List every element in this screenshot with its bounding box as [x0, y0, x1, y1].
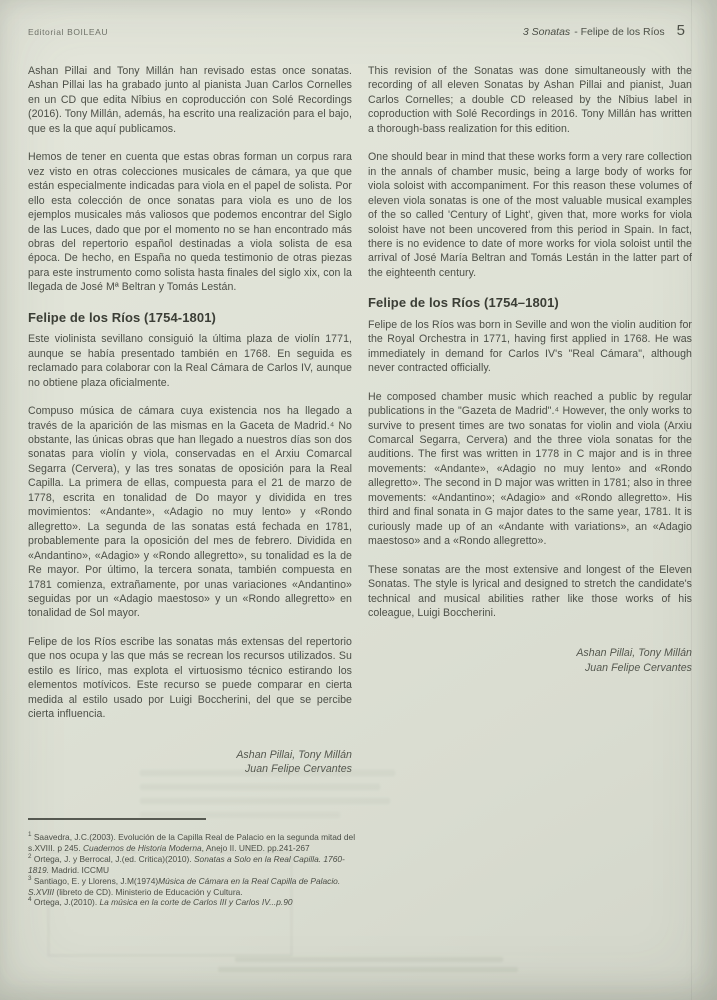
running-title — [523, 22, 685, 39]
page-number: 5 — [676, 22, 685, 39]
footnotes — [28, 818, 364, 908]
footnote-marker: 3 — [28, 874, 32, 882]
footnote — [28, 876, 364, 898]
paragraph: Felipe de los Ríos was born in Seville and won the violin audition for the Royal Orchestra in 1771, having first applied in 1768. He was immediately in demand for Carlos IV's "Real Cámara", although never contracted officially. — [368, 318, 692, 375]
signature-line: Juan Felipe Cervantes — [584, 661, 692, 674]
footnote-text-italic: Cuadernos de Historia Moderna — [82, 842, 202, 853]
footnote — [28, 832, 364, 854]
footnote-rule — [28, 818, 206, 820]
paragraph: One should bear in mind that these works form a very rare collection in the annals of chamber music, being a large body of works for viola soloist with accompaniment. For this reason these volumes of eleven viola sonatas is one of the most valuable musical examples of the so called 'Century of Light', given that, more works for viola soloist have not been uncovered from this period in Spain. In fact, there is no evidence to date of more works for viola soloist until the arrival of José María Beltran and Tomás Lestán in the latter part of the eighteenth century. — [368, 151, 692, 279]
paragraph: Hemos de tener en cuenta que estas obras forman un corpus rara vez visto en otras colecciones musicales de cámara, ya que que están especialmente indicadas para viola en el papel de solista. Por ello esta colección de once sonatas para viola es uno de los ejemplos musicales más valiosos que podemos encontrar del Siglo de las Luces, dado que por el momento no se han encontrado más obras del repertorio español destinadas a viola solista de esa época. De hecho, en España no queda testimonio de otras piezas para este instrumento como solista hasta finales del siglo xix, con la llegada de José Mª Beltran y Tomás Lestán. — [28, 151, 352, 294]
paragraph: These sonatas are the most extensive and longest of the Eleven Sonatas. The style is lyrical and designed to stretch the candidate's technical and musical abilities rather like those works of his coleague, Luigi Boccherini. — [368, 563, 692, 619]
publisher-name: Editorial BOILEAU — [28, 27, 109, 37]
show-through-ghost — [140, 784, 380, 790]
signature-block — [368, 646, 692, 675]
footnote-text: Ortega, J.(2010). — [33, 897, 100, 908]
section-heading: Felipe de los Ríos (1754-1801) — [28, 309, 216, 325]
footnote-text: Saavedra, J.C.(2003). Evolución de la Capilla Real de Palacio en la segunda mitad del s.XVIII. p 245. — [28, 832, 356, 853]
footnote-text-italic: Sonatas a Solo en la Real Capilla. 1760-1819. — [28, 853, 345, 875]
paragraph: Compuso música de cámara cuya existencia nos ha llegado a través de la aparición de las mismas en la Gaceta de Madrid.⁴ No obstante, las únicas obras que han llegado a nuestros días son dos sonatas para violín y viola, conservadas en el Arxiu Comarcal Segarra (Cervera), y las tres sonatas de oposición para la Real Capilla. La primera de ellas, compuesta para el 21 de marzo de 1778, escrita en tonalidad de Do mayor y dividida en tres movimientos: «Andante», «Adagio no muy lento» y «Rondo allegretto». La segunda de las sonatas está fechada en 1781, probablemente para la oposición del mes de febrero. Dividida en «Andantino», «Adagio» y «Rondo allegretto», su tonalidad es la de Re mayor. Por último, la tercera sonata, también compuesta en 1781 comienza, extrañamente, por unas variaciones «Andantino» seguidas por un «Adagio maestoso» y un «Rondo allegretto» en tonalidad de Sol mayor. — [28, 405, 352, 620]
right-column-english — [368, 64, 692, 777]
footnote-marker: 4 — [28, 896, 32, 904]
paragraph: Felipe de los Ríos escribe las sonatas más extensas del repertorio que nos ocupa y las que más se recrean los recursos utilizados. Su estilo es lírico, mas explota el virtuosismo técnico estirando los elementos motívicos. Este recurso se puede comparar en cierta medida al estilo usado por Luigi Boccherini, del que se percibe cierta influencia. — [28, 635, 352, 721]
section-heading: Felipe de los Ríos (1754–1801) — [368, 295, 559, 311]
show-through-ghost — [218, 967, 518, 972]
signature-line: Ashan Pillai, Tony Millán — [236, 748, 352, 761]
footnote-text: Santiago, E. y Llorens, J.M(1974) — [33, 875, 159, 886]
footnote-marker: 1 — [28, 831, 32, 839]
paragraph: This revision of the Sonatas was done simultaneously with the recording of all eleven Sonatas by Ashan Pillai and pianist, Juan Carlos Cornelles; a double CD released by the Nîbius label in coproduction with Solé Recordings in 2016. Tony Millán has written a thorough-bass realization for this edition. — [368, 65, 692, 135]
running-title-work: 3 Sonatas — [522, 26, 571, 38]
text-columns — [28, 64, 693, 777]
paragraph: Este violinista sevillano consiguió la última plaza de violín 1771, aunque se había presentado también en 1768. En seguida es reclamado para colaborar con la Real Cámara de Carlos IV, aunque no obtiene plaza oficialmente. — [28, 333, 352, 389]
left-column-spanish — [28, 64, 352, 777]
signature-block — [28, 748, 352, 777]
paragraph: He composed chamber music which reached a public by regular publications in the "Gazeta de Madrid".⁴ However, the only works to survive to present times are two sonatas for violin and viola (Arxiu Comarcal Segarra, Cervera) and the three viola sonatas for the auditions. The first was written in 1778 in C major and is in three movements: «Andante», «Adagio no muy lento» and «Rondo allegretto». The second in D major was written in 1781; also in three movements: «Andantino»; «Adagio» and «Rondo allegretto». His third and final sonata in G major dates to the same year, 1781. It is curiously made up of an «Andante with variations», an «Adagio maestoso» and a «Rondo allegretto». — [368, 390, 692, 548]
footnote — [28, 854, 364, 876]
footnote-marker: 2 — [28, 853, 32, 861]
footnote-text: (libreto de CD). Ministerio de Educación y Cultura. — [54, 886, 243, 897]
footnote-text: Ortega, J. y Berrocal, J.(ed. Critica)(2010). — [33, 853, 194, 864]
show-through-ghost — [235, 957, 503, 962]
page-header — [28, 22, 685, 39]
signature-line: Ashan Pillai, Tony Millán — [576, 647, 692, 660]
footnote-text: , Anejo II. UNED. pp.241-267 — [201, 842, 310, 853]
paragraph: Ashan Pillai and Tony Millán han revisado estas once sonatas. Ashan Pillai las ha grabado junto al pianista Juan Carlos Cornelles en un CD que edita Nîbius en coproducción con Solé Recordings (2016). Tony Millán, además, ha escrito una realización para el bajo, que es la que aquí publicamos. — [28, 65, 352, 135]
show-through-ghost — [140, 798, 390, 804]
footnote — [28, 897, 364, 908]
signature-line: Juan Felipe Cervantes — [244, 763, 352, 776]
running-title-author: - Felipe de los Ríos — [574, 26, 665, 38]
footnote-text-italic: Música de Cámara en la Real Capilla de Palacio. S.XVIII — [28, 875, 341, 897]
footnote-text-italic: La música en la corte de Carlos III y Carlos IV...p.90 — [99, 897, 293, 908]
footnote-text: Madrid. ICCMU — [48, 864, 109, 875]
